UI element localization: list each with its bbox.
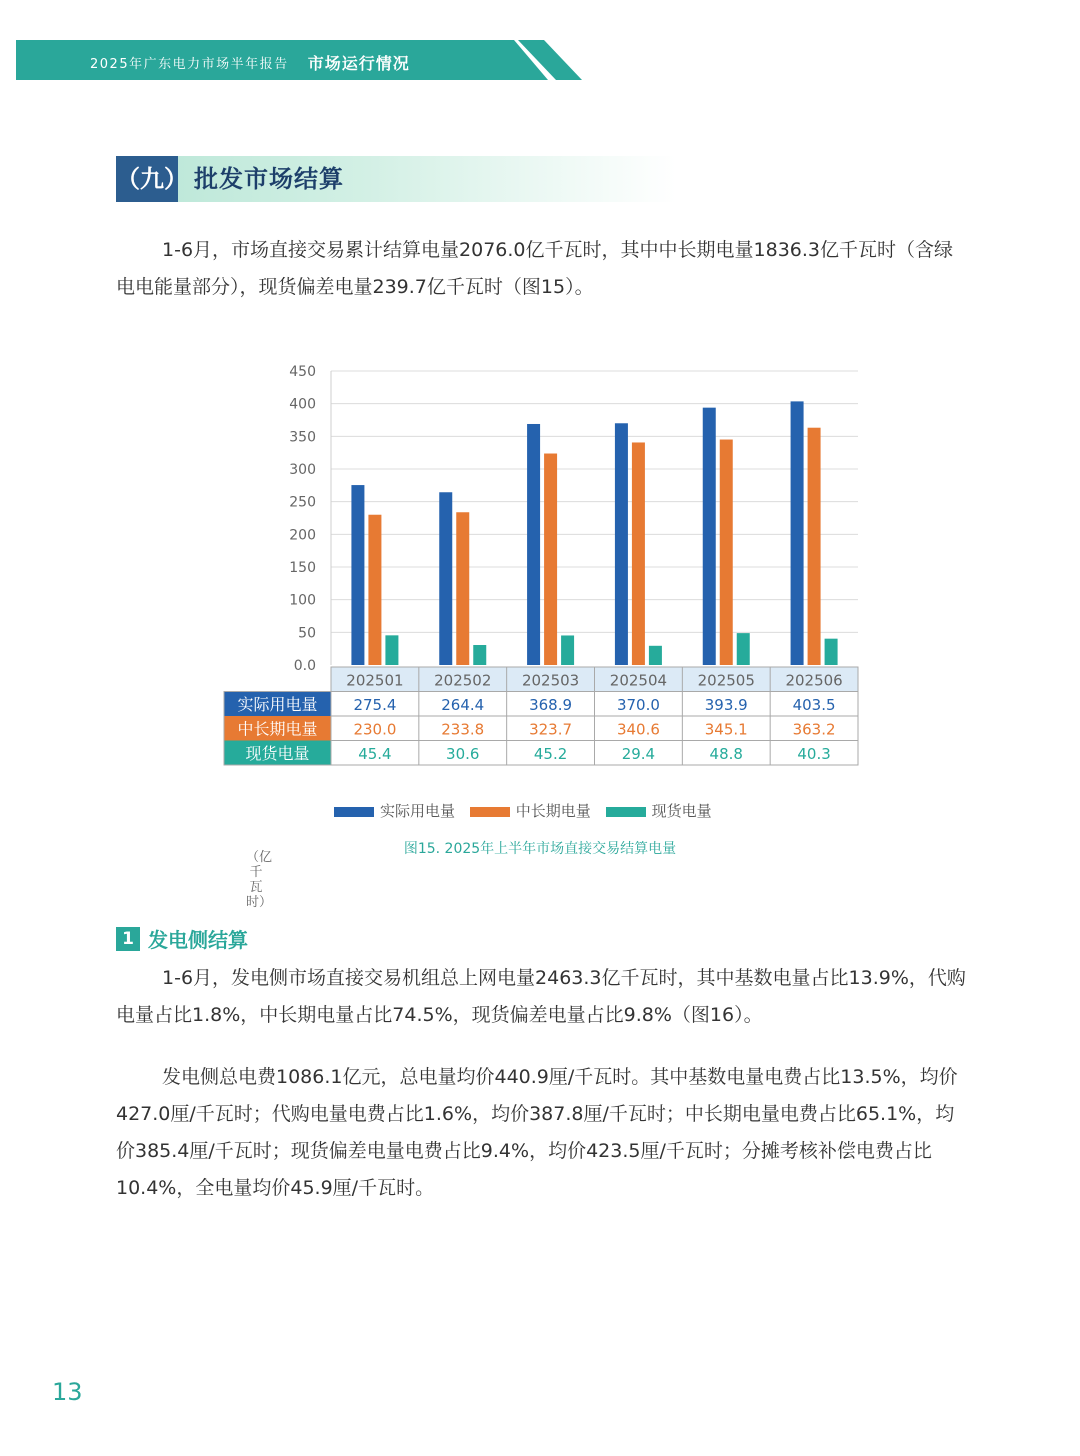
generation-side-paragraph-1: 1-6月，发电侧市场直接交易机组总上网电量2463.3亿千瓦时，其中基数电量占比13.9%，代购电量占比1.8%，中长期电量占比74.5%，现货偏差电量占比9.8%（图16）。 — [116, 967, 966, 1026]
y-tick-label: 450 — [289, 364, 316, 380]
bar — [473, 645, 486, 665]
bar — [351, 485, 364, 665]
data-label: 345.1 — [704, 720, 748, 739]
generation-side-paragraph-2: 发电侧总电费1086.1亿元，总电量均价440.9厘/千瓦时。其中基数电量电费占比13.5%，均价427.0厘/千瓦时；代购电量电费占比1.6%，均价387.8厘/千瓦时；中长期电量电费占比65.1%，均价385.4厘/千瓦时；现货偏差电量电费占比9.4%，均价423.5厘/千瓦时；分摊考核补偿电费占比10.4%，全电量均价45.9厘/千瓦时。 — [116, 1066, 958, 1199]
bar — [632, 442, 645, 665]
legend-swatch-actual — [334, 807, 374, 817]
data-label: 48.8 — [709, 744, 743, 763]
bar — [368, 515, 381, 665]
series-row-label: 现货电量 — [245, 743, 310, 763]
header-band — [0, 0, 600, 100]
bar — [456, 512, 469, 665]
y-axis-title: （亿千瓦时） — [246, 850, 273, 910]
data-label: 45.4 — [358, 744, 392, 763]
category-label: 202502 — [434, 671, 492, 690]
data-label: 393.9 — [704, 695, 748, 714]
legend-item-spot — [606, 800, 712, 821]
bar — [737, 633, 750, 665]
bar — [615, 423, 628, 665]
intro-paragraph: 1-6月，市场直接交易累计结算电量2076.0亿千瓦时，其中中长期电量1836.3亿千瓦时（含绿电电能量部分），现货偏差电量239.7亿千瓦时（图15）。 — [116, 239, 953, 298]
data-label: 368.9 — [529, 695, 573, 714]
legend-item-actual — [334, 800, 455, 821]
category-label: 202505 — [697, 671, 755, 690]
legend-label-spot: 现货电量 — [651, 802, 712, 820]
category-label: 202504 — [609, 671, 668, 690]
header-text — [90, 51, 410, 75]
data-label: 29.4 — [621, 744, 656, 763]
data-label: 40.3 — [797, 744, 831, 763]
y-tick-label: 300 — [289, 462, 316, 478]
subsection-heading — [116, 924, 248, 950]
bar — [527, 424, 540, 665]
data-label: 275.4 — [353, 695, 397, 714]
y-tick-label: 150 — [289, 560, 316, 576]
legend-item-midlong — [470, 800, 591, 821]
subsection-number: 1 — [116, 927, 140, 951]
y-tick-label: 50 — [298, 625, 316, 642]
legend-label-actual: 实际用电量 — [380, 802, 456, 820]
legend-swatch-midlong — [470, 807, 510, 817]
data-label: 323.7 — [529, 720, 573, 739]
category-label: 202503 — [521, 671, 580, 690]
section-number: （九） — [116, 156, 178, 202]
bar — [544, 454, 557, 665]
bar — [825, 639, 838, 665]
bar — [649, 646, 662, 665]
y-tick-label: 100 — [289, 592, 316, 609]
data-label: 403.5 — [792, 695, 836, 714]
section-title: 批发市场结算 — [194, 165, 344, 193]
bar — [439, 492, 452, 665]
chart-svg — [222, 358, 862, 778]
data-label: 340.6 — [616, 720, 660, 739]
data-label: 45.2 — [533, 744, 568, 763]
header-band-shape — [0, 0, 600, 100]
y-tick-label: 250 — [289, 494, 316, 511]
legend-swatch-spot — [606, 807, 646, 817]
data-label: 30.6 — [446, 744, 480, 763]
data-label: 370.0 — [616, 695, 660, 714]
bar — [720, 440, 733, 665]
figure-caption: 图15. 2025年上半年市场直接交易结算电量 — [403, 841, 677, 857]
subsection-title: 发电侧结算 — [148, 928, 248, 952]
y-tick-label: 200 — [289, 527, 316, 544]
header-report-name: 2025年广东电力市场半年报告 — [90, 57, 289, 72]
data-label: 230.0 — [353, 720, 397, 739]
y-tick-label: 350 — [289, 429, 316, 446]
bar — [791, 401, 804, 665]
bar — [703, 408, 716, 665]
header-section-name: 市场运行情况 — [307, 54, 410, 73]
category-label: 202506 — [785, 671, 843, 690]
category-label: 202501 — [346, 671, 404, 690]
legend-label-midlong: 中长期电量 — [515, 802, 591, 820]
bar — [385, 635, 398, 665]
series-row-label: 实际用电量 — [237, 694, 318, 714]
series-row-label: 中长期电量 — [237, 719, 318, 739]
bar — [561, 635, 574, 665]
data-label: 233.8 — [441, 720, 485, 739]
chart-legend — [334, 800, 722, 822]
bar — [808, 428, 821, 665]
page-number: 13 — [52, 1378, 83, 1406]
data-label: 363.2 — [792, 720, 836, 739]
y-tick-label: 0.0 — [293, 658, 316, 674]
data-label: 264.4 — [441, 695, 485, 714]
y-tick-label: 400 — [289, 396, 316, 413]
section-heading — [116, 156, 676, 202]
